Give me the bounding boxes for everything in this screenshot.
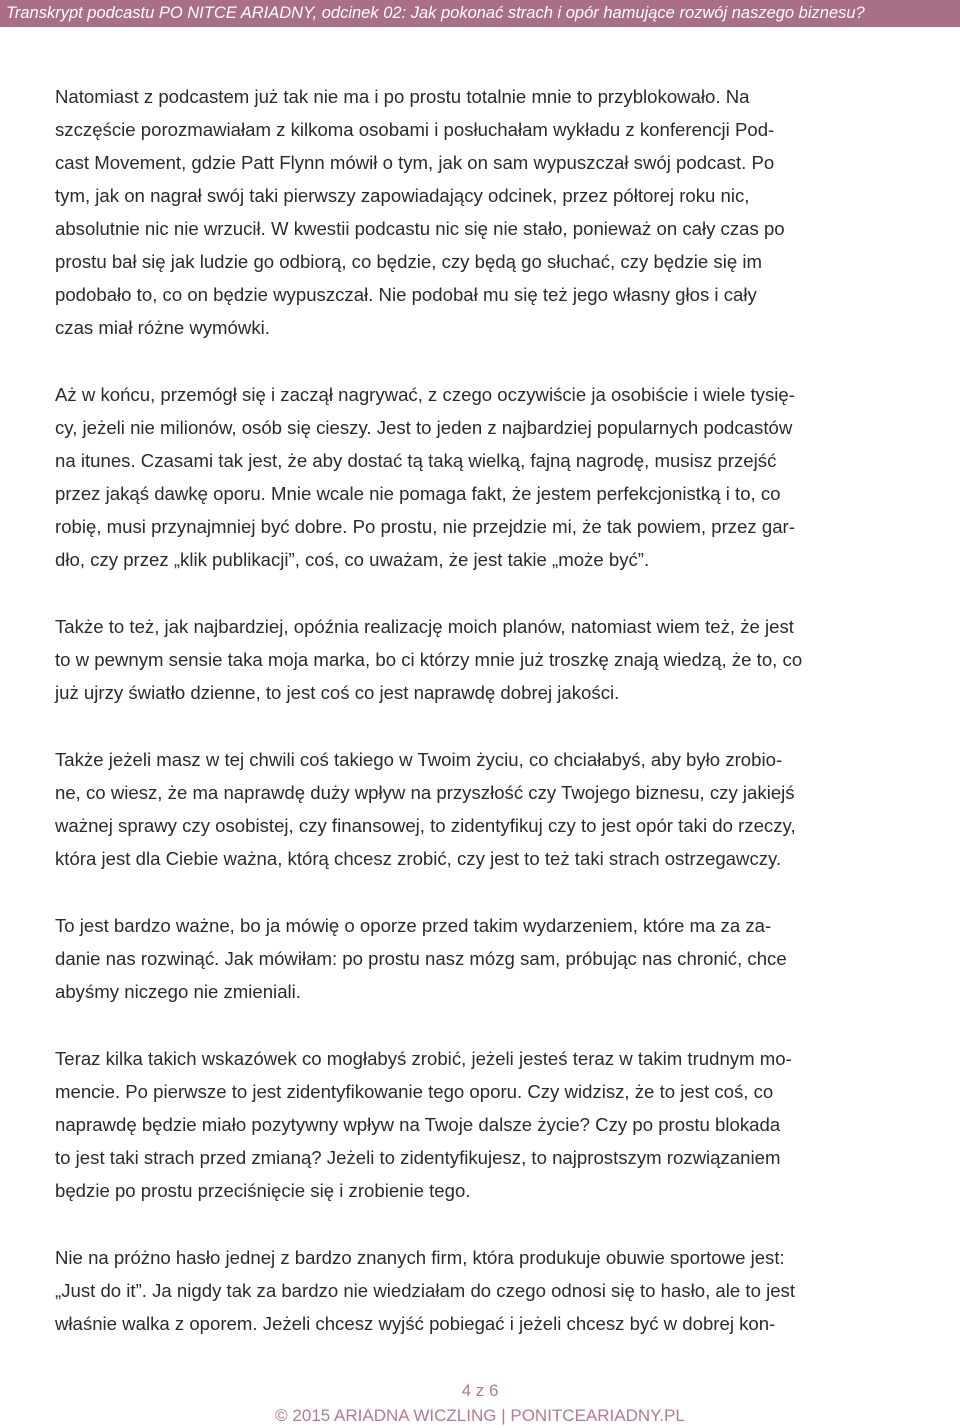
paragraph-line: abyśmy niczego nie zmieniali. bbox=[55, 981, 301, 1002]
paragraph-line: dło, czy przez „klik publikacji”, coś, co uważam, że jest takie „może być”. bbox=[55, 549, 650, 570]
paragraph-line: Także jeżeli masz w tej chwili coś takiego w Twoim życiu, co chciałabyś, aby było zrobio- bbox=[55, 749, 783, 770]
paragraph-line: Teraz kilka takich wskazówek co mogłabyś zrobić, jeżeli jesteś teraz w takim trudnym mo- bbox=[55, 1048, 792, 1069]
paragraph-line: cy, jeżeli nie milionów, osób się cieszy. Jest to jeden z najbardziej popularnych podcastów bbox=[55, 417, 793, 438]
paragraph-line: Nie na próżno hasło jednej z bardzo znanych firm, która produkuje obuwie sportowe jest: bbox=[55, 1247, 785, 1268]
paragraph-line: absolutnie nic nie wrzucił. W kwestii podcastu nic się nie stało, ponieważ on cały czas po bbox=[55, 218, 785, 239]
paragraph-4 bbox=[55, 743, 915, 875]
paragraph-6 bbox=[55, 1042, 915, 1207]
paragraph-line: To jest bardzo ważne, bo ja mówię o oporze przed takim wydarzeniem, które ma za za- bbox=[55, 915, 772, 936]
document-header bbox=[0, 0, 960, 27]
paragraph-1 bbox=[55, 80, 915, 344]
paragraph-line: mencie. Po pierwsze to jest zidentyfikowanie tego oporu. Czy widzisz, że to jest coś, co bbox=[55, 1081, 774, 1102]
paragraph-line: ważnej sprawy czy osobistej, czy finansowej, to zidentyfikuj czy to jest opór taki do rzeczy, bbox=[55, 815, 796, 836]
page-number: 4 z 6 bbox=[461, 1381, 499, 1400]
paragraph-line: szczęście porozmawiałam z kilkoma osobami i posłuchałam wykładu z konferencji Pod- bbox=[55, 119, 775, 140]
paragraph-line: „Just do it”. Ja nigdy tak za bardzo nie wiedziałam do czego odnosi się to hasło, ale to jest bbox=[55, 1280, 796, 1301]
paragraph-line: czas miał różne wymówki. bbox=[55, 317, 270, 338]
paragraph-2 bbox=[55, 378, 915, 576]
paragraph-line: ne, co wiesz, że ma naprawdę duży wpływ na przyszłość czy Twojego biznesu, czy jakiejś bbox=[55, 782, 795, 803]
copyright-footer: © 2015 ARIADNA WICZLING | PONITCEARIADNY.PL bbox=[275, 1406, 685, 1425]
paragraph-line: danie nas rozwinąć. Jak mówiłam: po prostu nasz mózg sam, próbując nas chronić, chce bbox=[55, 948, 787, 969]
paragraph-line: Natomiast z podcastem już tak nie ma i po prostu totalnie mnie to przyblokowało. Na bbox=[55, 86, 750, 107]
paragraph-line: robię, musi przynajmniej być dobre. Po prostu, nie przejdzie mi, że tak powiem, przez gar- bbox=[55, 516, 795, 537]
header-title: Transkrypt podcastu PO NITCE ARIADNY, odcinek 02: Jak pokonać strach i opór hamujące rozwój naszego biznesu? bbox=[6, 4, 865, 22]
paragraph-3 bbox=[55, 610, 915, 709]
paragraph-line: właśnie walka z oporem. Jeżeli chcesz wyjść pobiegać i jeżeli chcesz być w dobrej kon- bbox=[55, 1313, 776, 1334]
paragraph-line: która jest dla Ciebie ważna, którą chcesz zrobić, czy jest to też taki strach ostrzegawczy. bbox=[55, 848, 782, 869]
paragraph-line: naprawdę będzie miało pozytywny wpływ na Twoje dalsze życie? Czy po prostu blokada bbox=[55, 1114, 781, 1135]
paragraph-7 bbox=[55, 1241, 915, 1340]
paragraph-line: tym, jak on nagrał swój taki pierwszy zapowiadający odcinek, przez półtorej roku nic, bbox=[55, 185, 750, 206]
paragraph-line: prostu bał się jak ludzie go odbiorą, co będzie, czy będą go słuchać, czy będzie się im bbox=[55, 251, 762, 272]
paragraph-line: podobało to, co on będzie wypuszczał. Nie podobał mu się też jego własny głos i cały bbox=[55, 284, 757, 305]
paragraph-line: to w pewnym sensie taka moja marka, bo ci którzy mnie już troszkę znają wiedzą, że to, co bbox=[55, 649, 803, 670]
paragraph-5 bbox=[55, 909, 915, 1008]
paragraph-line: już ujrzy światło dzienne, to jest coś co jest naprawdę dobrej jakości. bbox=[55, 682, 620, 703]
paragraph-line: przez jakąś dawkę oporu. Mnie wcale nie pomaga fakt, że jestem perfekcjonistką i to, co bbox=[55, 483, 781, 504]
paragraph-line: cast Movement, gdzie Patt Flynn mówił o tym, jak on sam wypuszczał swój podcast. Po bbox=[55, 152, 775, 173]
paragraph-line: będzie po prostu przeciśnięcie się i zrobienie tego. bbox=[55, 1180, 471, 1201]
paragraph-line: Aż w końcu, przemógł się i zaczął nagrywać, z czego oczywiście ja osobiście i wiele tysię- bbox=[55, 384, 795, 405]
paragraph-line: na itunes. Czasami tak jest, że aby dostać tą taką wielką, fajną nagrodę, musisz przejść bbox=[55, 450, 777, 471]
transcript-body bbox=[55, 80, 915, 1374]
paragraph-line: to jest taki strach przed zmianą? Jeżeli to zidentyfikujesz, to najprostszym rozwiązaniem bbox=[55, 1147, 781, 1168]
paragraph-line: Także to też, jak najbardziej, opóźnia realizację moich planów, natomiast wiem też, że jest bbox=[55, 616, 794, 637]
